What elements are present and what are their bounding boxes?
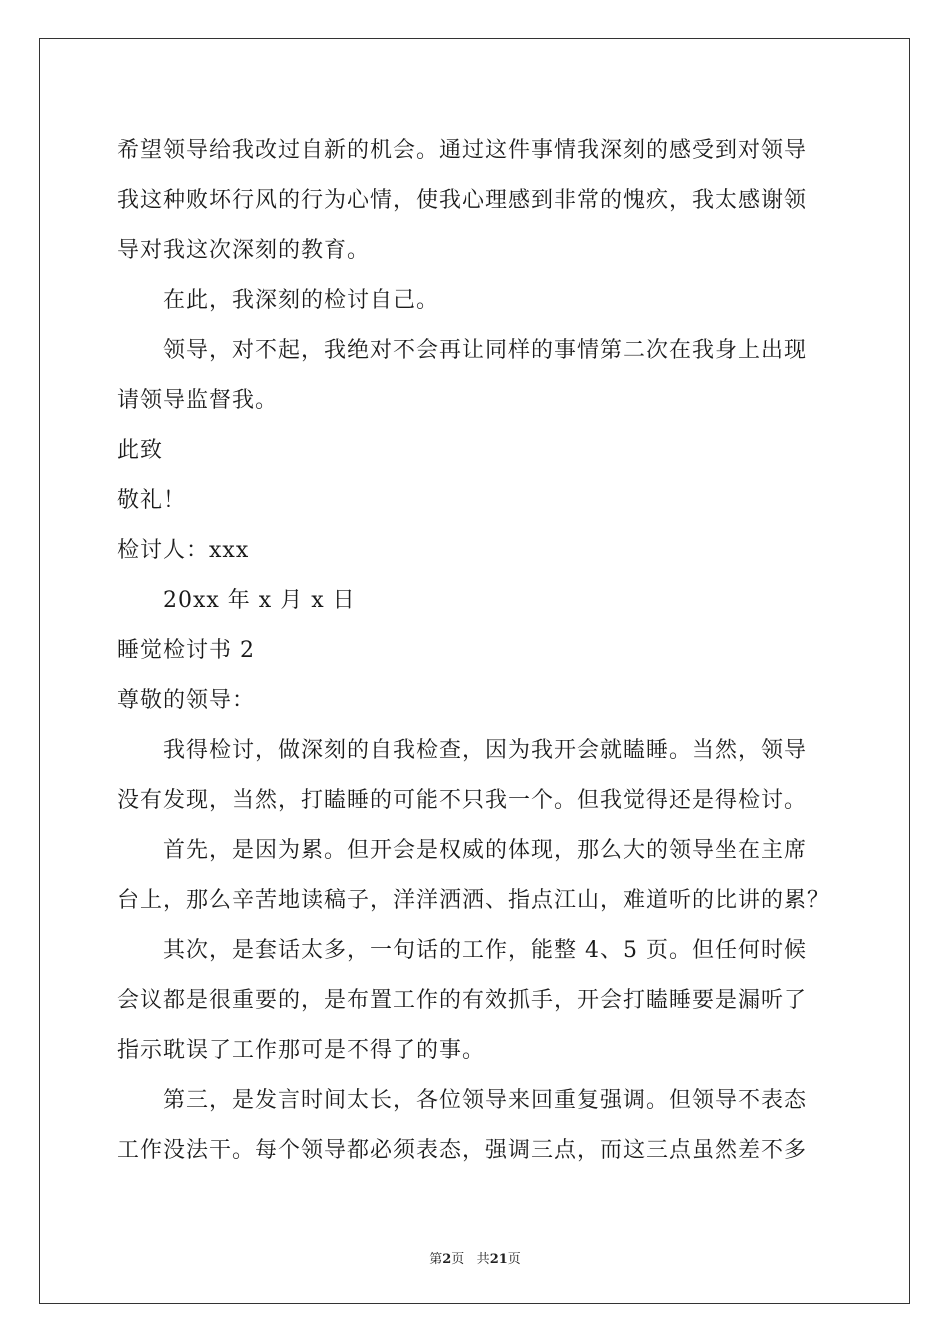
body-line: 没有发现，当然，打瞌睡的可能不只我一个。但我觉得还是得检讨。 (117, 788, 808, 813)
footer-page-number: 2 (442, 1252, 452, 1267)
section-title: 睡觉检讨书 2 (117, 638, 255, 663)
footer-total-prefix: 共 (476, 1252, 490, 1267)
signature-line: 检讨人：xxx (117, 538, 250, 563)
greeting-line: 尊敬的领导： (117, 688, 256, 713)
body-line: 第三，是发言时间太长，各位领导来回重复强调。但领导不表态 (163, 1088, 808, 1113)
body-line: 其次，是套话太多，一句话的工作，能整 4、5 页。但任何时候 (163, 938, 807, 963)
body-line: 导对我这次深刻的教育。 (117, 238, 371, 263)
footer-prefix: 第 (429, 1252, 443, 1267)
closing-line: 此致 (117, 438, 164, 463)
salutation-line: 敬礼！ (117, 488, 187, 513)
body-line: 我得检讨，做深刻的自我检查，因为我开会就瞌睡。当然，领导 (163, 738, 808, 763)
body-line: 指示耽误了工作那可是不得了的事。 (117, 1038, 486, 1063)
body-line: 希望领导给我改过自新的机会。通过这件事情我深刻的感受到对领导 (117, 138, 808, 163)
body-line: 我这种败坏行风的行为心情，使我心理感到非常的愧疚，我太感谢领 (117, 188, 808, 213)
footer-page-suffix: 页 (451, 1252, 465, 1267)
footer-total-pages: 21 (489, 1252, 508, 1267)
body-line: 台上，那么辛苦地读稿子，洋洋洒洒、指点江山，难道听的比讲的累？ (117, 888, 831, 913)
page-footer (0, 1248, 950, 1267)
body-line: 领导，对不起，我绝对不会再让同样的事情第二次在我身上出现 (163, 338, 808, 363)
body-line: 在此，我深刻的检讨自己。 (163, 288, 440, 313)
document-body (117, 126, 837, 1176)
body-line: 会议都是很重要的，是布置工作的有效抓手，开会打瞌睡要是漏听了 (117, 988, 808, 1013)
body-line: 首先，是因为累。但开会是权威的体现，那么大的领导坐在主席 (163, 838, 808, 863)
body-line: 请领导监督我。 (117, 388, 279, 413)
date-line: 20xx 年 x 月 x 日 (163, 588, 356, 613)
body-line: 工作没法干。每个领导都必须表态，强调三点，而这三点虽然差不多 (117, 1138, 808, 1163)
footer-total-suffix: 页 (507, 1252, 521, 1267)
